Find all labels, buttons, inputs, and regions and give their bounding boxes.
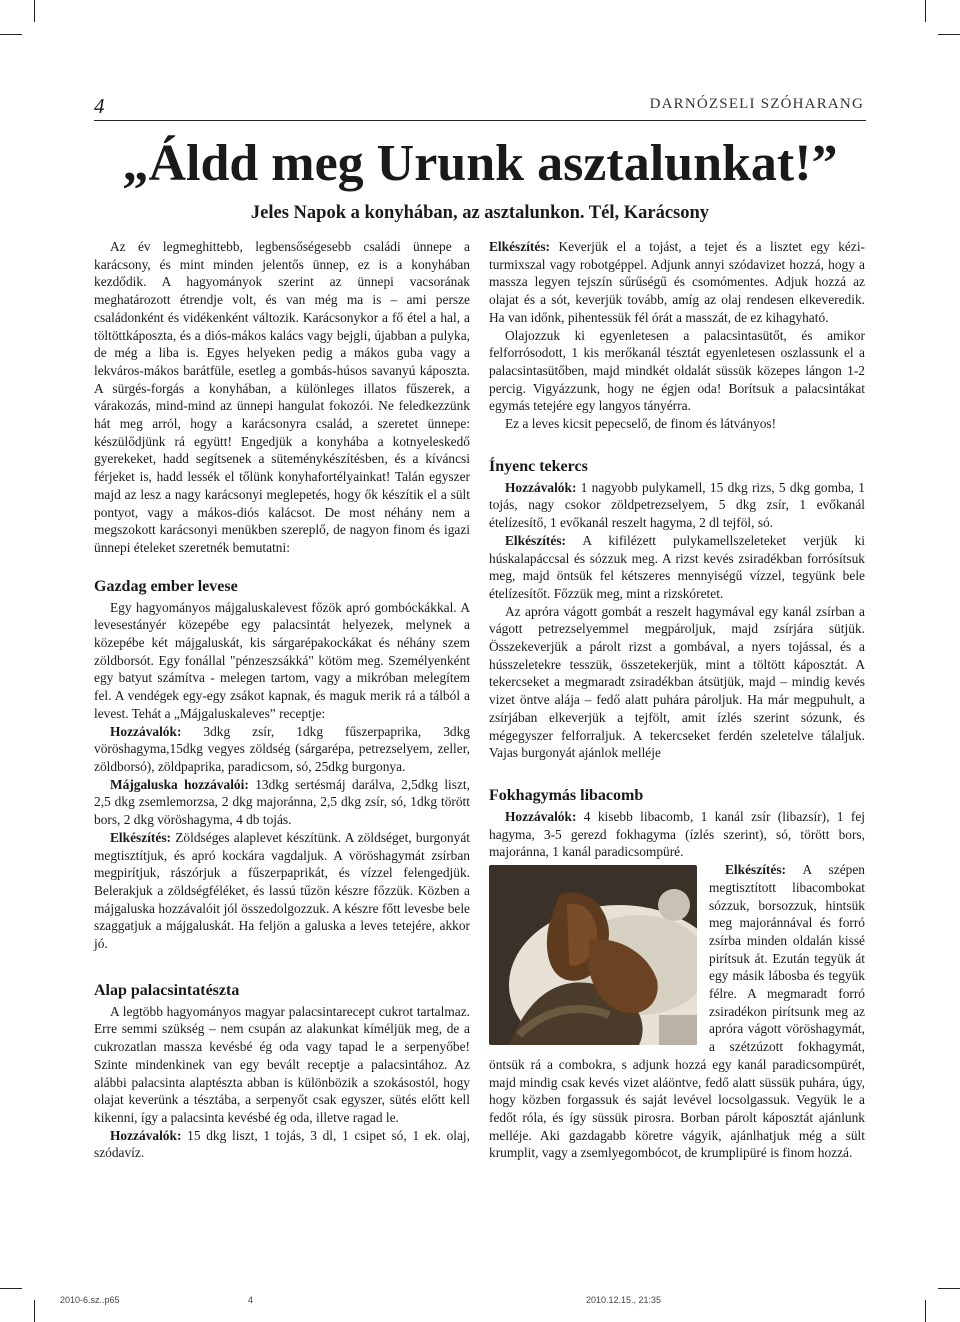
food-image — [489, 865, 697, 1045]
header-rule — [94, 120, 866, 121]
right-column — [489, 238, 865, 1162]
crop-mark — [925, 0, 926, 22]
preparation-label: Elkészítés: — [489, 239, 550, 254]
crop-mark — [0, 34, 22, 35]
crop-mark — [938, 34, 960, 35]
gazdag-galuska-ingredients — [94, 776, 470, 829]
gazdag-ingredients — [94, 723, 470, 776]
libacomb-photo — [489, 865, 697, 1045]
preparation-text: Zöldséges alaplevet készítünk. A zöldséget, burgonyát megtisztítjuk, és apró kockára vagdaljuk. A vöröshagymát zsírban megpirítjuk, rászórjuk a fűszerpaprikát, és vízzel felengedjük. Belerakjuk a zöldségféléket, és lassú tűzön készre főzzük. Közben a májgaluska hozzávalóit jól összedolgozzuk. A készre főtt levesbe bele szaggatjuk a májgaluskát. Ha feljön a galuska a leves tetejére, akkor jó. — [94, 829, 470, 952]
gazdag-intro: Egy hagyományos májgaluskalevest főzök apró gombóckákkal. A levesestányér közepébe egy palacsintát helyezek, melynek a közepébe két májgaluskát, kis sárgarépakockákat és néhány szem zöldborsót. Egy fonállal "pénzeszsákká" kötöm meg. Személyenként egy batyut számítva - melegen tartom, vagy a mikróban melegítem fel. A vendégek egy-egy zsákot kapnak, és maguk merik rá a tálból a levest. Tehát a „Májgaluskaleves” receptje: — [94, 599, 470, 721]
crop-mark — [0, 1288, 22, 1289]
inyenc-paragraph: Az apróra vágott gombát a reszelt hagymával egy kanál zsírban a vágott petrezselyemmel megpároljuk, majd zsírjára sütjük. Összekeverjük a párolt rizst a gombával, a nyers tojással, és a hússzeletekre tesszük, összetekerjük, mint a töltött káposztát. A tekercseket a megmaradt zsiradékban átsütjük, majd – mindig kevés vizet öntve alája – fedő alatt puhára pároljuk. Ha már megpuhult, a zsírjában elkeverjük a tejfölt, amit ízlés szerint sózunk, és mégegyszer felforraljuk. A tekercseket ferdén szeletelve tálaljuk. Vajas burgonyát ajánlok melléje — [489, 603, 865, 761]
ingredients-text: 3dkg zsír, 1dkg fűszerpaprika, 3dkg vöröshagyma,15dkg vegyes zöldség (sárgarépa, petrezselyem, zeller, zöldborsó), zöldpaprika, paradicsom, só, 25dkg burgonya. — [94, 723, 470, 774]
ingredients-label: Hozzávalók: — [505, 479, 577, 495]
crop-mark — [938, 1288, 960, 1289]
preparation-label: Elkészítés: — [505, 532, 566, 548]
palacsinta-closing: Ez a leves kicsit pepecselő, de finom és látványos! — [505, 416, 777, 432]
preparation-label: Elkészítés: — [725, 862, 786, 878]
palacsinta-preparation — [489, 238, 865, 327]
ingredients-label: Hozzávalók: — [110, 1127, 182, 1143]
palacsinta-intro: A legtöbb hagyományos magyar palacsintarecept cukrot tartalmaz. Erre semmi szükség – nem csupán az alakunkat kíméljük meg, de a cukrozatlan massza kevésbé ég oda vagy tapad le a serpenyőbe! Szinte mindenkinek van egy bevált receptje a palacsintához. Az alábbi palacsinta alaptészta abban is különbözik a szokásostól, hogy olajat keverünk a tésztába, a serpenyőt csak egyszer, sütés előtt kell kikenni, így a palacsinta kevésbé ég oda, illetve ragad le. — [94, 1003, 470, 1125]
palacsinta-paragraph: Olajozzuk ki egyenletesen a palacsintasütőt, és amikor felforrósodott, 1 kis merőkanál tésztát egyenletesen oszlassunk el a palacsintasütőben, majd mindkét oldalát süssük közepes lángon 1-2 percig. Vigyázzunk, hogy ne égjen oda! Borítsuk a palacsintákat egymás tetejére egy langyos tányérra. — [489, 327, 865, 414]
recipe-title-fokhagyma: Fokhagymás libacomb — [489, 786, 644, 804]
crop-mark — [34, 1300, 35, 1322]
footer-file: 2010-6.sz..p65 — [60, 1295, 120, 1305]
page-number: 4 — [94, 94, 105, 118]
crop-mark — [34, 0, 35, 22]
publication-name: DARNÓZSELI SZÓHARANG — [649, 96, 864, 112]
ingredients-text: 15 dkg liszt, 1 tojás, 3 dl, 1 csipet só, 1 ek. olaj, szódavíz. — [94, 1127, 470, 1161]
ingredients-text: 4 kisebb libacomb, 1 kanál zsír (libazsír), 1 fej hagyma, 3-5 gerezd fokhagyma (ízlés szerint), só, törött bors, majoránna, 1 kanál paradicsompüré. — [489, 808, 865, 860]
article-subtitle: Jeles Napok a konyhában, az asztalunkon. Tél, Karácsony — [250, 203, 710, 223]
inyenc-ingredients — [489, 479, 865, 532]
footer-timestamp: 2010.12.15., 21:35 — [586, 1295, 662, 1305]
inyenc-preparation — [489, 532, 865, 603]
galuska-ingredients-label: Májgaluska hozzávalói: — [110, 776, 249, 792]
article-title: „Áldd meg Urunk asztalunkat!” — [122, 135, 838, 192]
ingredients-label: Hozzávalók: — [505, 808, 577, 824]
gazdag-preparation — [94, 829, 470, 953]
ingredients-text: 1 nagyobb pulykamell, 15 dkg rizs, 5 dkg gomba, 1 tojás, nagy csokor zöldpetrezselyem, 5 dkg zsír, 1 evőkanál ételízesítő, 1 evőkanál reszelt hagyma, 2 dl tejföl, só. — [489, 479, 865, 531]
preparation-text: A kifilézett pulykamellszeleteket verjük ki húskalapáccsal és sózzuk meg. A rizst kevés zsiradékban forrósítsuk meg, majd öntsük fel kétszeres mennyiségű vízzel, tegyünk bele ételízesítőt. Főzzük meg, mint a rizskóretet. — [489, 532, 865, 601]
footer-page: 4 — [248, 1295, 254, 1305]
ingredients-label: Hozzávalók: — [110, 723, 182, 739]
recipe-title-palacsinta: Alap palacsintatészta — [94, 981, 240, 999]
left-column — [94, 238, 470, 1162]
crop-mark — [925, 1300, 926, 1322]
recipe-title-inyenc: Ínyenc tekercs — [489, 457, 588, 475]
recipe-title-gazdag: Gazdag ember levese — [94, 577, 238, 595]
intro-paragraph: Az év legmeghittebb, legbensőségesebb családi ünnepe a karácsony, és mint minden jelentős ünnep, ez is a konyhában kezdődik. A hagyományok szerint az ünnepi vacsorának meghatározott étrendje volt, és van még ma is – ami persze családonként és vidékenként változik. Karácsonykor a fő étel a hal, a töltöttkáposzta, és a diós-mákos kalács vagy bejgli, újabban a pulyka, de még a liba is. Egyes helyeken pedig a mákos guba vagy a lekváros-mákos barátfüle, esetleg a gombás-húsos savanyú káposzta. A sürgés-forgás a konyhában, a különleges illatos fűszerek, a várakozás, mind-mind az ünnepi hangulat fokozói. Ne feledkezzünk hát meg arról, hogy a karácsonyra család, a szeretet ünnepe: készülődjünk rá együtt! Engedjük a konyhába a kotnyeleskedő gyerekeket, hadd segítsenek a süteménykészítésben, és a kíváncsi férjeket is, hadd lessék el tőlünk konyhafortélyainkat! Talán egyszer majd az lesz a nagy karácsonyi meglepetés, hogy ők készítik el a sült pontyot, vagy a mákos-diós kalácsot. De most néhány nem a megszokott karácsonyi menükben szereplő, de nagyon finom és igazi ünnepi ételeket szeretnék bemutatni: — [94, 239, 470, 555]
preparation-text: A szépen megtisztított libacombokat sózzuk, borsozzuk, hintsük meg majoránnával és forró zsírba minden oldalán kissé pirítsuk át. Ezután tegyük át egy másik lábosba és tegyük félre. A megmaradt forró zsiradékon pirítsunk meg az apróra vágott vöröshagymát, a szétzúzott fokhagymát, öntsük rá a combokra, s adjunk hozzá egy kanál paradicsompürét, majd mindig csak kevés vizet aláöntve, fedő alatt süssük puhára, úgy, hogy közben forgassuk és saját levével locsolgassuk. Vegyük le a fedőt róla, és így süssük pirosra. Borban párolt káposztát ajánlunk melléje. Aki gazdagabb köretre vágyik, ajánlhatjuk még a sült krumplit, vagy a zsemlyegombócot, de krumplipüré is finom hozzá. — [489, 862, 865, 1161]
preparation-label: Elkészítés: — [110, 829, 171, 845]
preparation-text: Keverjük el a tojást, a tejet és a lisztet egy kézi-turmixszal vagy robotgéppel. Adjunk annyi szódavizet hozzá, hogy a massza legyen tejszín sűrűségű és csomómentes. Adjuk hozzá az olajat és a sót, keverjük tovább, amíg az olaj rendesen elkeveredik. Ha van időnk, pihentessük fél órát a masszát, de ez kihagyható. — [489, 239, 865, 325]
palacsinta-ingredients — [94, 1127, 470, 1162]
galuska-ingredients-text: 13dkg sertésmáj darálva, 2,5dkg liszt, 2,5 dkg zsemlemorzsa, 2 dkg majoránna, 2,5 dkg zsír, só, 1dkg törött bors, 2 dkg vöröshagyma, 4 db tojás. — [94, 776, 471, 828]
fokhagyma-ingredients — [489, 808, 865, 861]
